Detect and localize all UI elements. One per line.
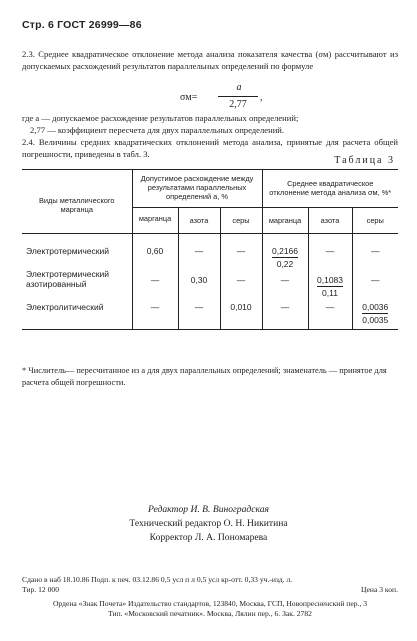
cell: — [132, 298, 178, 330]
footnote: * Числитель— пересчитанное из a для двух параллельных определений; знаменатель — принятое для расчета общей погрешности. [22, 366, 387, 387]
subcol-header: марганца [262, 208, 308, 234]
cell [352, 298, 398, 330]
publisher-block [22, 599, 398, 619]
cell: — [308, 298, 352, 330]
cell: — [308, 234, 352, 270]
cell [262, 234, 308, 270]
cell: — [132, 269, 178, 298]
subcol-header: азота [308, 208, 352, 234]
subcol-header: серы [352, 208, 398, 234]
cell: — [220, 234, 262, 270]
cell: 0,60 [132, 234, 178, 270]
subcol-header: азота [178, 208, 220, 234]
denominator: 0,0035 [362, 315, 389, 325]
cell: — [262, 298, 308, 330]
group-header-deviation: Среднее квадратическое отклонение метода анализа σм, %* [262, 170, 398, 208]
row-label: Электротермический азотированный [26, 269, 109, 289]
formula-denominator: 2,77 [229, 99, 247, 110]
formula-numerator: a [236, 82, 242, 93]
printer-line: Тип. «Московский печатник». Москва, Лялин пер., 6. Зак. 2782 [108, 609, 312, 618]
cell [308, 269, 352, 298]
row-label: Электротермический [26, 246, 109, 256]
data-table [22, 169, 398, 330]
table-row [22, 234, 398, 270]
cell: — [352, 269, 398, 298]
denominator: 0,22 [276, 259, 294, 269]
formula-lhs: σм= [180, 92, 198, 103]
definition-277: 2,77 — коэффициент пересчета для двух параллельных определений. [30, 125, 285, 135]
cell: 0,010 [220, 298, 262, 330]
imprint-line: Сдано в наб 18.10.86 Подп. к печ. 03.12.86 0,5 усл п л 0,5 усл кр-отт. 0,33 уч.-изд. л. [22, 575, 293, 584]
subcol-header: марганца [132, 208, 178, 234]
tech-editor-credit: Технический редактор О. Н. Никитина [129, 518, 288, 529]
imprint-price: Цена 3 коп. [361, 585, 398, 594]
publisher-line: Ордена «Знак Почета» Издательство стандартов, 123840, Москва, ГСП, Новопресненский пер., 3 [52, 599, 368, 608]
denominator: 0,11 [322, 288, 338, 298]
imprint-block [22, 575, 398, 595]
cell: — [178, 298, 220, 330]
table-row [22, 269, 398, 298]
numerator: 0,0036 [362, 302, 389, 312]
imprint-print-run: Тир. 12 000 [22, 585, 59, 594]
cell: — [220, 269, 262, 298]
definition-a: где a — допускаемое расхождение результатов параллельных определений; [22, 113, 299, 123]
table-row [22, 298, 398, 330]
group-header-tolerance: Допустимое расхождение между результатами параллельных определений a, % [132, 170, 262, 208]
page-header: Стр. 6 ГОСТ 26999—86 [22, 19, 142, 31]
cell: — [262, 269, 308, 298]
col-grade-header: Виды металлического марганца [38, 195, 115, 214]
numerator: 0,1083 [317, 275, 343, 285]
cell: — [352, 234, 398, 270]
paragraph-2-4: 2.4. Величины средних квадратических отклонений метода анализа, принятые для расчета общей погрешности, приведены в табл. 3. [22, 137, 398, 160]
fraction-bar [218, 96, 258, 97]
table-caption: Таблица 3 [334, 155, 395, 166]
cell: — [178, 234, 220, 270]
cell: 0,30 [178, 269, 220, 298]
subcol-header: серы [220, 208, 262, 234]
proofreader-credit: Корректор Л. А. Пономарева [149, 532, 268, 543]
numerator: 0,2166 [272, 246, 298, 256]
editor-credit: Редактор И. В. Виноградская [147, 504, 269, 515]
paragraph-2-3: 2.3. Среднее квадратическое отклонение метода анализа показателя качества (σм) рассчитывают из допускаемых расхождений результатов параллельных определений по формуле [22, 49, 398, 72]
row-label: Электролитический [26, 302, 104, 312]
